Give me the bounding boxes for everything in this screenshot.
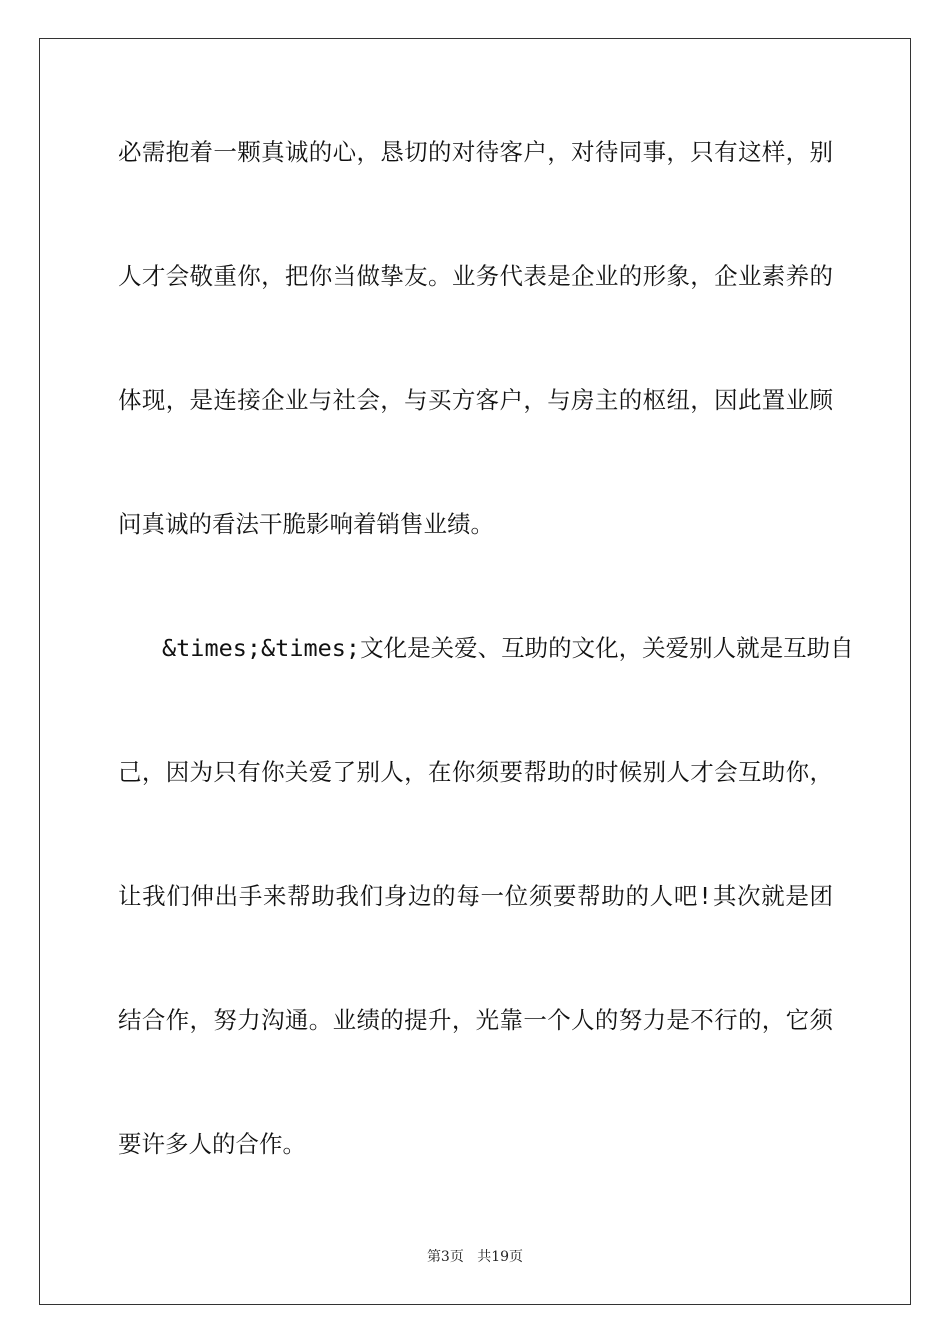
text-line: 人才会敬重你，把你当做挚友。业务代表是企业的形象，企业素养的 (118, 262, 833, 290)
page-number: 第3页 (426, 1249, 464, 1265)
text-line: 让我们伸出手来帮助我们身边的每一位须要帮助的人吧!其次就是团 (118, 882, 833, 910)
page-border (39, 38, 911, 1305)
text-line: &times;&times;文化是关爱、互助的文化，关爱别人就是互助自 (162, 634, 854, 662)
page-footer (0, 1246, 950, 1266)
text-line: 问真诚的看法干脆影响着销售业绩。 (118, 510, 494, 538)
text-line: 体现，是连接企业与社会，与买方客户，与房主的枢纽，因此置业顾 (118, 386, 833, 414)
page-total: 共19页 (477, 1249, 524, 1265)
text-line: 结合作，努力沟通。业绩的提升，光靠一个人的努力是不行的，它须 (118, 1006, 833, 1034)
text-line: 要许多人的合作。 (118, 1130, 306, 1158)
text-line: 必需抱着一颗真诚的心，恳切的对待客户，对待同事，只有这样，别 (118, 138, 833, 166)
text-line: 己，因为只有你关爱了别人，在你须要帮助的时候别人才会互助你， (118, 758, 833, 786)
